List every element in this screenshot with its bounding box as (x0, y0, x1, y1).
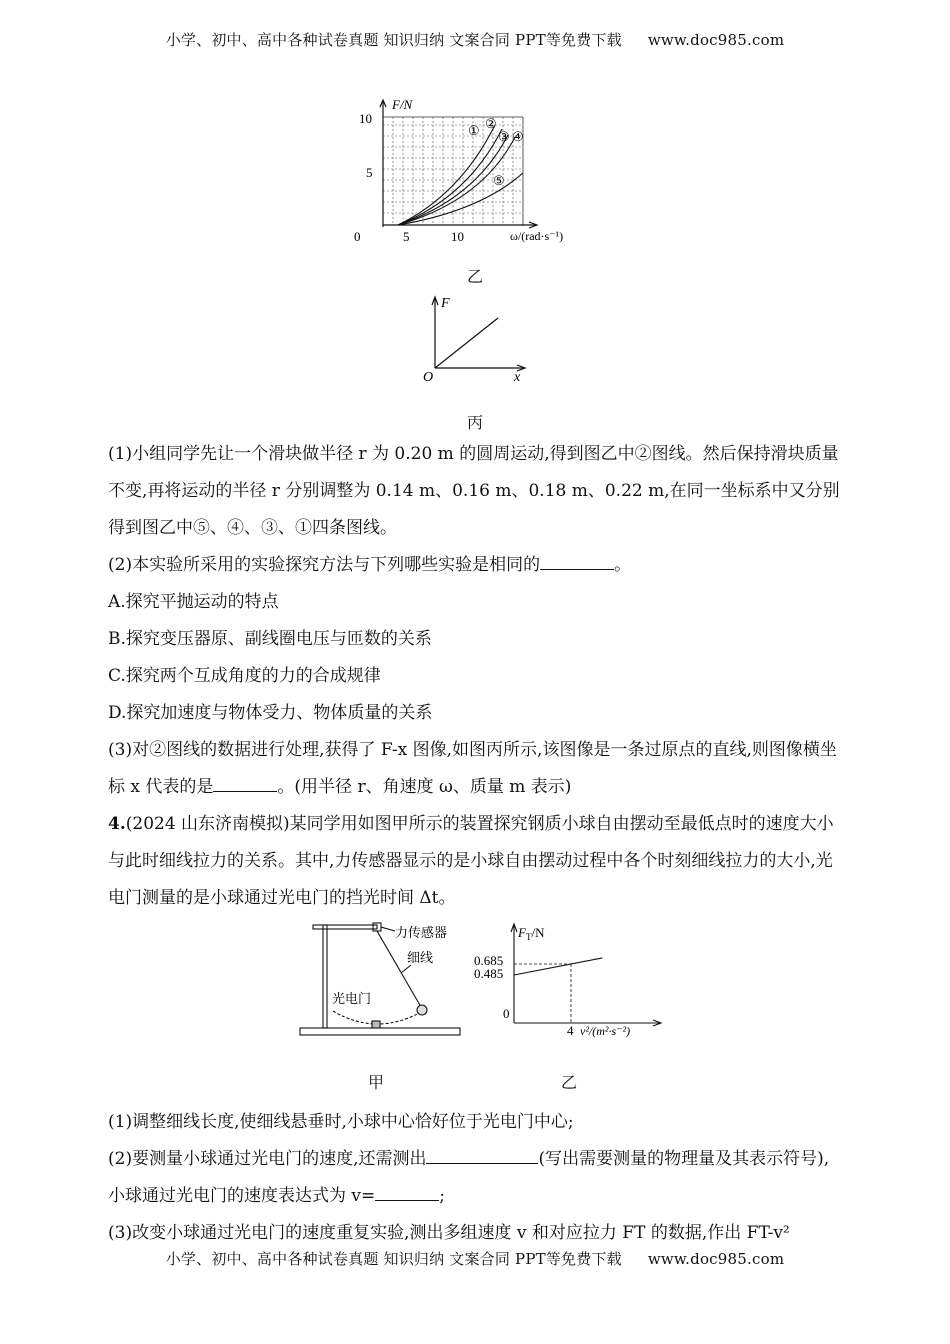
y-axis-label: F/N (392, 97, 413, 112)
figure-bing-graph (420, 292, 530, 387)
bing-origin: O (423, 370, 434, 385)
answer-blank-q4-2b[interactable] (375, 1182, 439, 1201)
curve-label-2: ② (485, 116, 497, 131)
string-label: 细线 (407, 950, 434, 965)
q3-option-d: D.探究加速度与物体受力、物体质量的关系 (108, 703, 433, 723)
q4-part-2: (2)要测量小球通过光电门的速度,还需测出 (写出需要测量的物理量及其表示符号),小球通过光电门的速度表达式为 v= ; (108, 1141, 842, 1215)
figure-yi2-caption: 乙 (561, 1073, 578, 1092)
x-tick-0: 0 (354, 229, 361, 244)
yi2-y-tick-0685: 0.685 (474, 953, 504, 968)
question-3-parts (108, 436, 842, 917)
sensor-label: 力传感器 (395, 925, 448, 940)
yi2-y-label: $F_T/N$ (518, 925, 545, 942)
answer-blank-q3-3[interactable] (213, 773, 277, 792)
q4-part-1: (1)调整细线长度,使细线悬垂时,小球中心恰好位于光电门中心; (108, 1112, 574, 1132)
q4-number: 4. (108, 814, 126, 834)
q4-intro: 4.(2024 山东济南模拟)某同学用如图甲所示的装置探究钢质小球自由摆动至最低点时的速度大小与此时细线拉力的关系。其中,力传感器显示的是小球自由摆动过程中各个时刻细线拉力的大小,光电门测量的是小球通过光电门的挡光时间 Δt。 (108, 814, 834, 908)
x-tick-5: 5 (403, 229, 410, 244)
page-header (0, 29, 950, 50)
yi2-x-tick-4: 4 (567, 1023, 574, 1038)
figure-yi-graph (340, 95, 600, 255)
q3-part-3: (3)对②图线的数据进行处理,获得了 F-x 图像,如图丙所示,该图像是一条过原点的直线,则图像横坐标 x 代表的是 。(用半径 r、角速度 ω、质量 m 表示) (108, 740, 837, 797)
x-axis-label: ω/(rad·s⁻¹) (510, 229, 564, 243)
footer-left-text: 小学、初中、高中各种试卷真题 知识归纳 文案合同 PPT等免费下载 (165, 1250, 622, 1268)
header-url: www.doc985.com (647, 31, 785, 49)
data-line (514, 958, 602, 975)
bing-x-label: x (514, 370, 521, 385)
y-tick-5: 5 (366, 165, 373, 180)
gate-label: 光电门 (332, 991, 372, 1006)
figure-yi-caption: 乙 (467, 267, 484, 286)
yi2-x-label: v²/(m²·s⁻²) (580, 1024, 631, 1038)
x-tick-10: 10 (451, 229, 464, 244)
curve-label-3: ③ (498, 129, 510, 144)
header-left-text: 小学、初中、高中各种试卷真题 知识归纳 文案合同 PPT等免费下载 (165, 31, 622, 49)
axes (380, 100, 537, 228)
curve-label-4: ④ (512, 129, 524, 144)
q3-option-b: B.探究变压器原、副线圈电压与匝数的关系 (108, 629, 432, 649)
figure-jia-caption: 甲 (368, 1073, 385, 1092)
bing-y-label: F (441, 296, 450, 311)
figure-bing-caption: 丙 (467, 413, 484, 432)
q4-part-3: (3)改变小球通过光电门的速度重复实验,测出多组速度 v 和对应拉力 FT 的数据,作出 FT-v² (108, 1223, 790, 1243)
answer-blank-q4-2a[interactable] (426, 1145, 538, 1164)
y-tick-10: 10 (359, 111, 372, 126)
yi2-y-tick-0485: 0.485 (474, 966, 504, 981)
footer-url: www.doc985.com (647, 1250, 785, 1268)
q3-option-c: C.探究两个互成角度的力的合成规律 (108, 666, 381, 686)
figure-yi2-graph (470, 915, 670, 1065)
figure-jia-apparatus (295, 915, 470, 1065)
yi2-origin: 0 (503, 1006, 510, 1021)
curve-label-1: ① (468, 123, 480, 138)
curve-label-5: ⑤ (493, 173, 505, 188)
q3-part-1: (1)小组同学先让一个滑块做半径 r 为 0.20 m 的圆周运动,得到图乙中②图线。然后保持滑块质量不变,再将运动的半径 r 分别调整为 0.14 m、0.16 m、0.18 m、0.22 m,在同一坐标系中又分别得到图乙中⑤、④、③、①四条图线。 (108, 444, 840, 538)
q3-option-a: A.探究平抛运动的特点 (108, 592, 279, 612)
q3-part-2: (2)本实验所采用的实验探究方法与下列哪些实验是相同的 。 (108, 547, 842, 584)
answer-blank-q3-2[interactable] (540, 551, 614, 570)
page-footer (0, 1248, 950, 1269)
question-4-parts (108, 1104, 842, 1252)
